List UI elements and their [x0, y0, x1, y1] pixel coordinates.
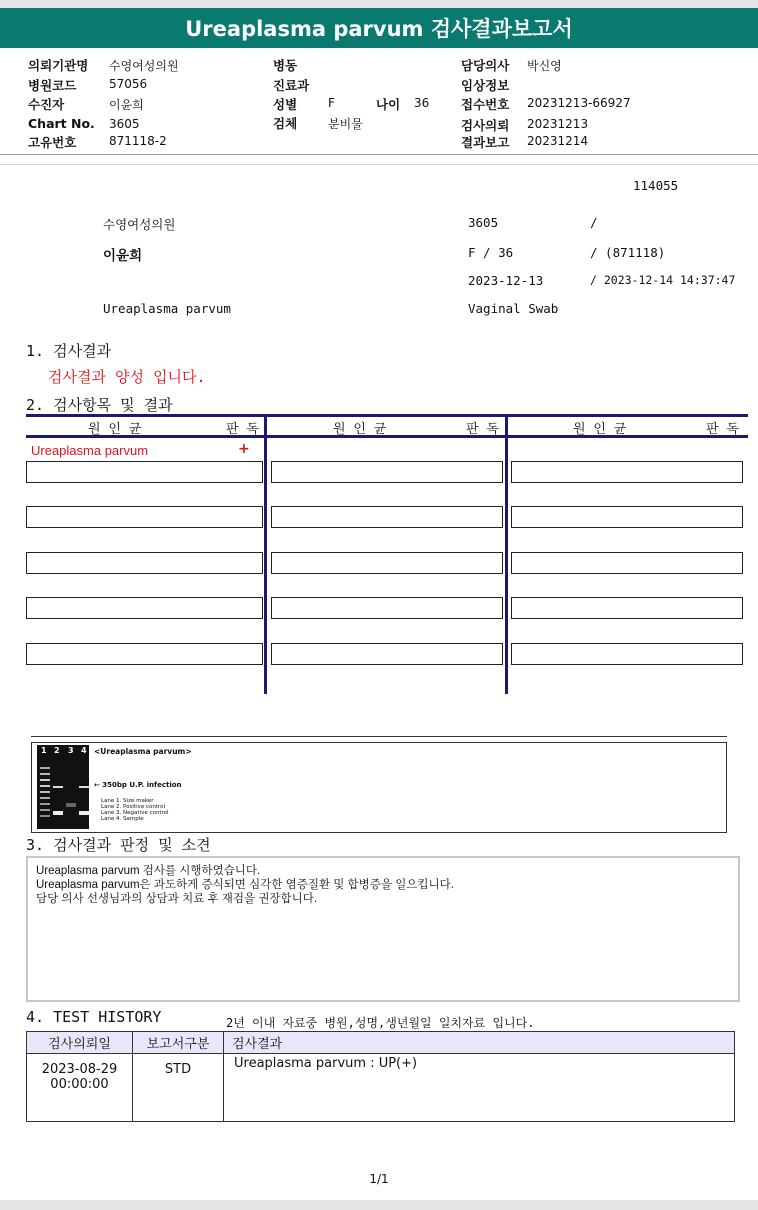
report-title: Ureaplasma parvum 검사결과보고서: [0, 8, 758, 48]
info-birth: / (871118): [590, 245, 666, 260]
gel-lane-1: 1: [41, 746, 47, 755]
history-time: 00:00:00: [50, 1077, 109, 1092]
grid-divider-2: [505, 417, 508, 694]
opinion-box: [26, 856, 740, 1002]
chart-no-label: Chart No.: [28, 116, 95, 131]
gel-band: [40, 773, 50, 775]
info-test-name: Ureaplasma parvum: [103, 301, 231, 316]
gel-band: [66, 803, 76, 807]
patient-value: 이윤희: [109, 98, 144, 112]
gel-legend-item: Lane 2. Positive control: [101, 804, 166, 810]
history-date: 2023-08-29: [41, 1062, 118, 1077]
gel-band: [79, 811, 89, 815]
result-slot: [511, 552, 743, 574]
receipt-no-label: 접수번호: [461, 97, 510, 112]
gel-lane-3: 3: [68, 746, 74, 755]
request-value: 20231213: [527, 117, 589, 131]
header-divider-2: [0, 164, 758, 165]
history-result: Ureaplasma parvum : UP(+): [224, 1054, 735, 1122]
gel-figure: [31, 742, 727, 833]
history-col-date: 검사의뢰일: [27, 1032, 133, 1054]
request-label: 검사의뢰: [461, 118, 510, 133]
chart-no-value: 3605: [109, 117, 140, 131]
unique-id-label: 고유번호: [28, 135, 77, 150]
opinion-line: Ureaplasma parvum 검사를 시행하였습니다.: [36, 865, 261, 877]
header-divider: [0, 154, 758, 155]
hospital-name-value: 수영여성의원: [109, 59, 179, 73]
gel-legend-item: Lane 3. Negative control: [101, 810, 169, 816]
history-date-cell: [27, 1054, 133, 1122]
info-hospital: 수영여성의원: [103, 217, 176, 232]
gel-image: [37, 745, 89, 829]
info-sex-age: F / 36: [468, 245, 514, 260]
gel-legend-item: Lane 4. Sample: [101, 816, 144, 822]
patient-label: 수진자: [28, 97, 65, 112]
col2-reading-header: 판 독: [466, 422, 499, 437]
dept-label: 진료과: [273, 78, 310, 93]
top-strip: [0, 0, 758, 8]
result-slot: [511, 506, 743, 528]
age-value: 36: [414, 96, 430, 110]
gel-band: [79, 786, 89, 788]
gel-band: [40, 797, 50, 799]
result-reading: +: [238, 441, 250, 457]
ward-label: 병동: [273, 58, 298, 73]
report-value: 20231214: [527, 134, 589, 148]
section3-title: 3. 검사결과 판정 및 소견: [26, 836, 211, 854]
result-slot: [271, 506, 503, 528]
grid-divider-1: [264, 417, 267, 694]
result-slot: [26, 597, 263, 619]
hospital-code-label: 병원코드: [28, 78, 77, 93]
gel-band: [40, 791, 50, 793]
info-chart: 3605: [468, 215, 499, 230]
doctor-label: 담당의사: [461, 58, 510, 73]
table-row: [27, 1054, 735, 1122]
gel-band: [40, 767, 50, 769]
gel-top-rule: [31, 736, 727, 737]
opinion-line: 담당 의사 선생님과의 상담과 치료 후 재검을 권장합니다.: [36, 893, 318, 905]
result-slot: [271, 597, 503, 619]
col2-organism-header: 원 인 균: [333, 422, 387, 437]
sex-value: F: [328, 96, 335, 110]
history-col-result: 검사결과: [224, 1032, 735, 1054]
section1-title: 1. 검사결과: [26, 342, 112, 360]
section2-title: 2. 검사항목 및 결과: [26, 396, 173, 414]
specimen-value: 분비물: [328, 117, 363, 131]
result-slot: [511, 643, 743, 665]
result-slot: [26, 506, 263, 528]
result-organism: Ureaplasma parvum: [31, 443, 149, 458]
history-note: 2년 이내 자료중 병원,성명,생년월일 일치자료 입니다.: [226, 1016, 535, 1030]
grid-top-rule: [26, 414, 748, 417]
gel-band: [40, 815, 50, 817]
age-label: 나이: [376, 97, 401, 112]
gel-band: [40, 785, 50, 787]
gel-lane-4: 4: [81, 746, 87, 755]
gel-lane-2: 2: [54, 746, 60, 755]
sex-label: 성별: [273, 97, 298, 112]
bottom-strip: [0, 1200, 758, 1210]
info-specimen: Vaginal Swab: [468, 301, 559, 316]
gel-arrow-label: ← 350bp U.P. infection: [94, 781, 182, 789]
hospital-name-label: 의뢰기관명: [28, 58, 89, 73]
hospital-code-value: 57056: [109, 77, 148, 91]
result-slot: [511, 461, 743, 483]
result-slot: [271, 461, 503, 483]
section1-result: 검사결과 양성 입니다.: [48, 368, 206, 386]
receipt-no-value: 20231213-66927: [527, 96, 631, 110]
result-slot: [26, 643, 263, 665]
result-slot: [26, 461, 263, 483]
history-header-row: [27, 1032, 735, 1054]
result-slot: [271, 552, 503, 574]
gel-band: [53, 786, 63, 788]
info-slash: /: [590, 215, 598, 230]
report-label: 결과보고: [461, 135, 510, 150]
history-table: [26, 1031, 735, 1122]
opinion-text: [36, 864, 454, 906]
gel-legend: [101, 798, 169, 822]
info-request-date: 2023-12-13: [468, 273, 544, 288]
history-col-type: 보고서구분: [133, 1032, 224, 1054]
gel-band: [40, 809, 50, 811]
gel-band: [53, 811, 63, 815]
gel-band: [40, 779, 50, 781]
result-slot: [26, 552, 263, 574]
info-patient: 이윤희: [103, 248, 143, 264]
gel-legend-item: Lane 1. Size maker: [101, 798, 154, 804]
section4-title: 4. TEST HISTORY: [26, 1008, 162, 1026]
result-slot: [271, 643, 503, 665]
unique-id-value: 871118-2: [109, 134, 167, 148]
gel-band: [40, 803, 50, 805]
col3-reading-header: 판 독: [706, 422, 739, 437]
page-number: 1/1: [369, 1172, 389, 1186]
clinical-info-label: 임상정보: [461, 78, 510, 93]
specimen-label: 검체: [273, 116, 298, 131]
info-report-datetime: / 2023-12-14 14:37:47: [590, 273, 736, 287]
document-number: 114055: [633, 178, 679, 193]
result-slot: [511, 597, 743, 619]
doctor-value: 박신영: [527, 59, 562, 73]
gel-caption: <Ureaplasma parvum>: [94, 747, 192, 756]
opinion-line: Ureaplasma parvum은 과도하게 증식되면 심각한 염증질환 및 합병증을 일으킵니다.: [36, 879, 454, 891]
history-type: STD: [133, 1054, 224, 1122]
col3-organism-header: 원 인 균: [573, 422, 627, 437]
col1-organism-header: 원 인 균: [88, 422, 142, 437]
col1-reading-header: 판 독: [226, 422, 259, 437]
